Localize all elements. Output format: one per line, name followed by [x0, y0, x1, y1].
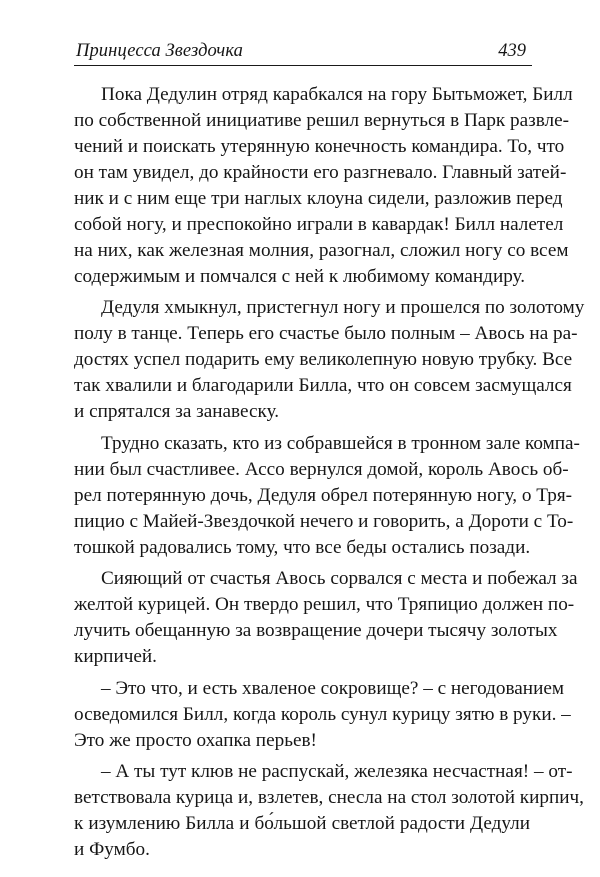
- running-head: [74, 39, 532, 66]
- text-line: достях успел подарить ему великолепную новую трубку. Все: [74, 349, 573, 371]
- page-number: 439: [498, 41, 526, 61]
- text-line: по собственной инициативе решил вернуться в Парк развле-: [74, 110, 570, 131]
- running-head-title: Принцесса Звездочка: [76, 41, 243, 61]
- text-line: Дедуля хмыкнул, пристегнул ногу и прошелся по золотому: [101, 297, 585, 319]
- text-line: он там увидел, до крайности его разгневало. Главный затей-: [74, 162, 567, 183]
- paragraph: [74, 676, 571, 754]
- text-line: Это же просто охапка перьев!: [74, 729, 317, 751]
- text-line: так хвалили и благодарили Билла, что он совсем засмущался: [74, 375, 572, 397]
- paragraph: [74, 295, 585, 425]
- text-line: и Фумбо.: [74, 838, 150, 860]
- text-line: – Это что, и есть хваленое сокровище? – с негодованием: [101, 677, 564, 699]
- text-line: полу в танце. Теперь его счастье было полным – Авось на ра-: [74, 323, 578, 345]
- text-line: кирпичей.: [74, 646, 157, 668]
- text-line: на них, как железная молния, разогнал, сложил ногу со всем: [74, 240, 569, 261]
- text-line: собой ногу, и преспокойно играли в кавардак! Билл налетел: [74, 214, 564, 235]
- text-line: Пока Дедулин отряд карабкался на гору Бытьможет, Билл: [101, 84, 573, 105]
- paragraph: [74, 82, 573, 290]
- text-line: ветствовала курица и, взлетев, снесла на стол золотой кирпич,: [74, 786, 584, 808]
- text-line: тошкой радовались тому, что все беды остались позади.: [74, 536, 531, 558]
- text-line: Сияющий от счастья Авось сорвался с места и побежал за: [101, 568, 578, 590]
- paragraph: [74, 566, 578, 670]
- text-line: пицио с Майей-Звездочкой нечего и говорить, а Дороти с То-: [74, 510, 574, 532]
- text-line: рел потерянную дочь, Дедуля обрел потерянную ногу, о Тря-: [74, 484, 573, 506]
- paragraph: [74, 759, 584, 863]
- text-line: нии был счастливее. Ассо вернулся домой, король Авось об-: [74, 458, 569, 480]
- text-line: Трудно сказать, кто из собравшейся в тронном зале компа-: [101, 432, 580, 454]
- text-line: лучить обещанную за возвращение дочери тысячу золотых: [74, 620, 558, 642]
- text-line: чений и поискать утерянную конечность командира. То, что: [74, 136, 565, 157]
- text-line: и спрятался за занавеску.: [74, 401, 280, 423]
- body-text: [74, 82, 585, 863]
- text-line: желтой курицей. Он твердо решил, что Тряпицио должен по-: [74, 594, 575, 616]
- text-line: – А ты тут клюв не распускай, железяка несчастная! – от-: [101, 760, 573, 782]
- text-line: содержимым и помчался с ней к любимому командиру.: [74, 266, 526, 287]
- paragraph: [74, 431, 580, 561]
- text-line: осведомился Билл, когда король сунул курицу зятю в руки. –: [74, 703, 571, 725]
- text-line: ник и с ним еще три наглых клоуна сидели, разложив перед: [74, 188, 563, 209]
- text-line: к изумлению Билла и бо́льшой светлой радости Дедули: [74, 812, 530, 834]
